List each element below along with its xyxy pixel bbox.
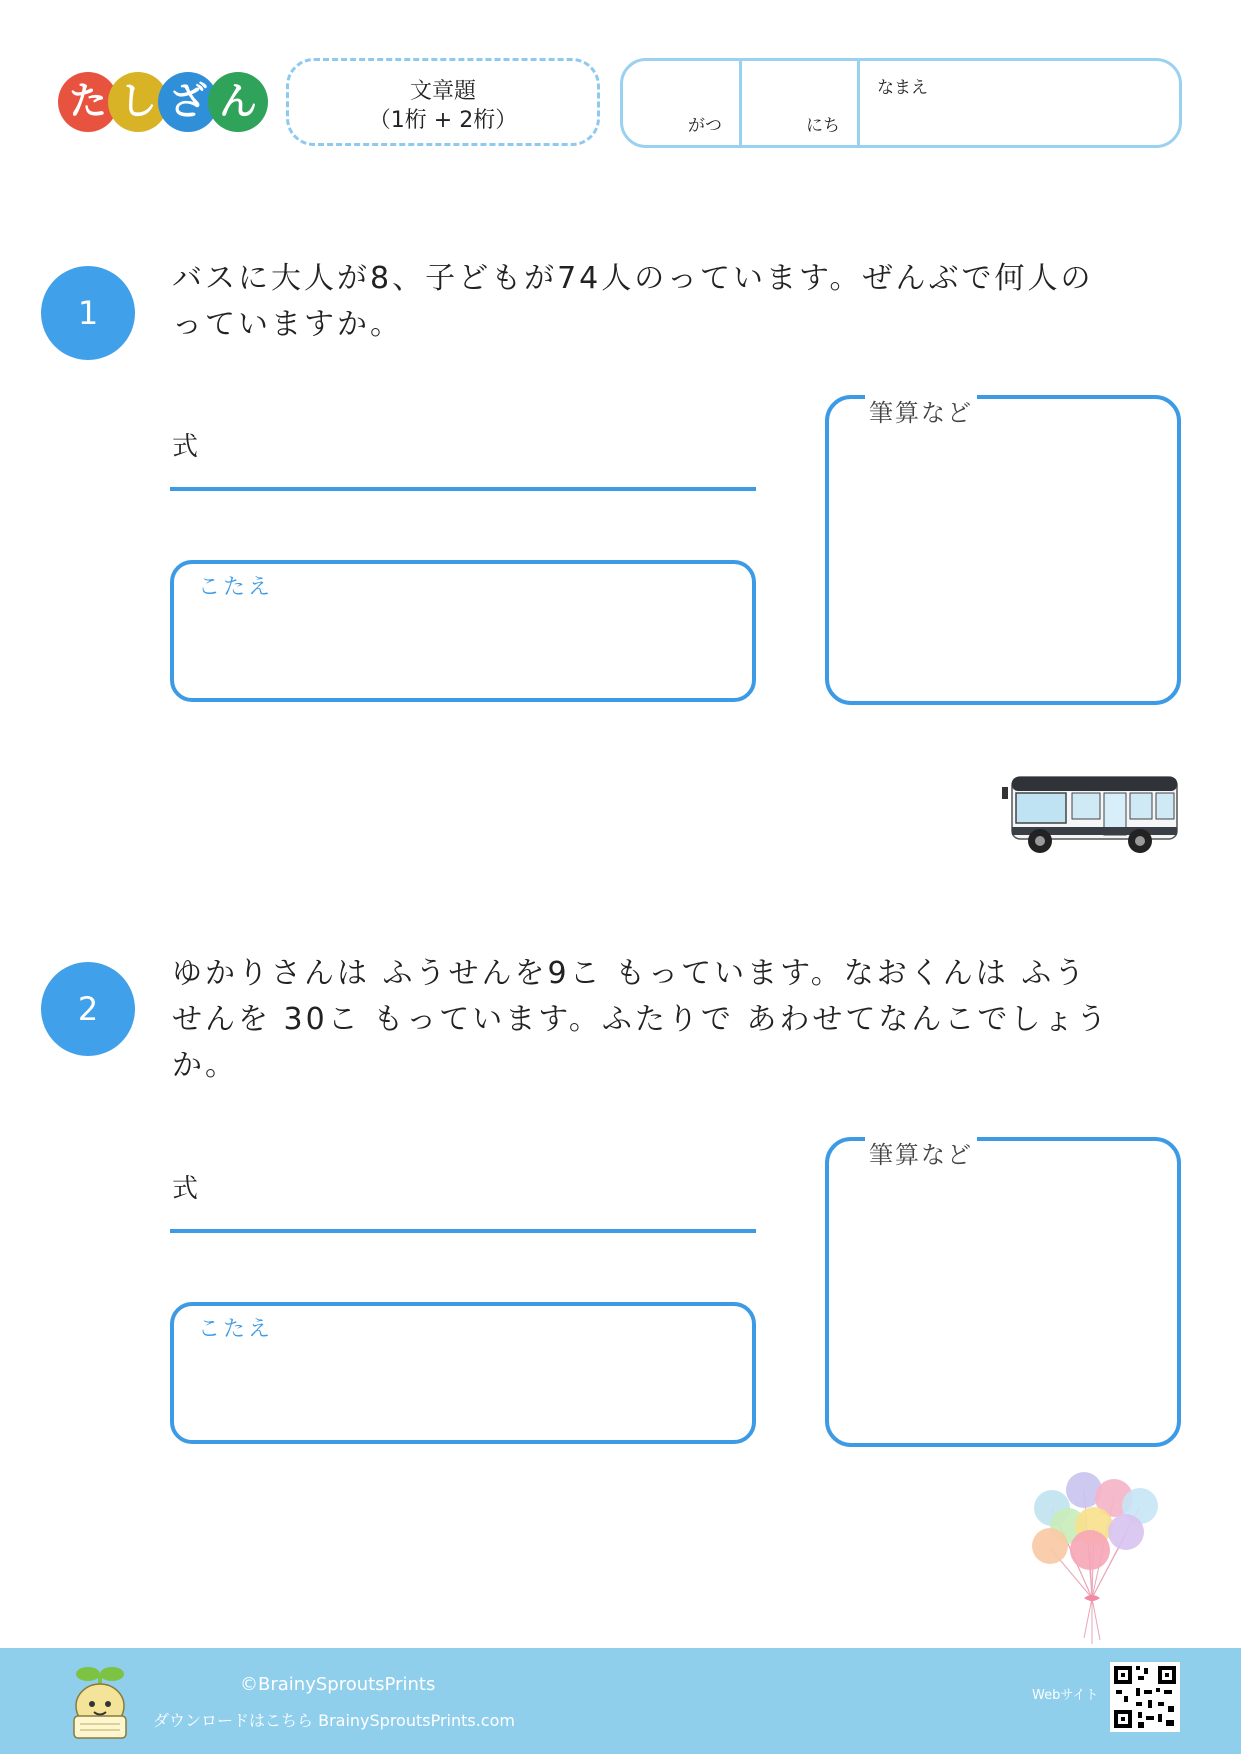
work-area-label: 筆算など [865, 393, 977, 428]
sprout-mascot-icon [68, 1660, 132, 1742]
logo-char-za: ざ [158, 72, 218, 132]
worksheet-title-box [286, 58, 600, 146]
question-2-line-1: ゆかりさんは ふうせんを9こ もっています。なおくんは ふう [172, 956, 1088, 991]
copyright-text: ©BrainySproutsPrints [240, 1674, 436, 1695]
answer-label: こたえ [198, 575, 274, 600]
download-link[interactable]: ダウンロードはこちら BrainySproutsPrints.com [153, 1711, 515, 1730]
footer [0, 1648, 1241, 1754]
qr-code-icon[interactable] [1110, 1662, 1180, 1732]
divider [739, 61, 742, 145]
name-label: なまえ [877, 78, 928, 98]
work-area-box[interactable] [825, 1137, 1181, 1447]
worksheet-title: 文章題 [409, 79, 476, 104]
balloons-icon [1022, 1468, 1162, 1646]
question-1-text [172, 256, 1192, 348]
logo [58, 72, 268, 134]
divider [857, 61, 860, 145]
answer-box[interactable] [170, 1302, 756, 1444]
work-area-label: 筆算など [865, 1135, 977, 1170]
question-1-line-2: っていますか。 [172, 307, 403, 342]
question-number-2: 2 [41, 962, 135, 1056]
day-label: にち [806, 116, 840, 136]
formula-label: 式 [172, 1174, 199, 1204]
website-label: Webサイト [1032, 1688, 1099, 1703]
question-2-line-3: か。 [172, 1048, 238, 1083]
answer-box[interactable] [170, 560, 756, 702]
question-number-1: 1 [41, 266, 135, 360]
formula-line[interactable] [170, 1229, 756, 1233]
date-name-box [620, 58, 1182, 148]
question-1-line-1: バスに大人が8、子どもが74人のっています。ぜんぶで何人の [172, 261, 1094, 296]
formula-label: 式 [172, 432, 199, 462]
question-2-text [172, 951, 1192, 1089]
answer-label: こたえ [198, 1317, 274, 1342]
work-area-box[interactable] [825, 395, 1181, 705]
logo-char-n: ん [208, 72, 268, 132]
month-label: がつ [688, 116, 722, 136]
question-2-line-2: せんを 30こ もっています。ふたりで あわせてなんこでしょう [172, 1002, 1110, 1037]
logo-char-ta: た [58, 72, 118, 132]
bus-icon [1000, 765, 1182, 861]
logo-char-shi: し [108, 72, 168, 132]
formula-line[interactable] [170, 487, 756, 491]
worksheet-subtitle: （1桁 + 2桁） [368, 108, 518, 133]
